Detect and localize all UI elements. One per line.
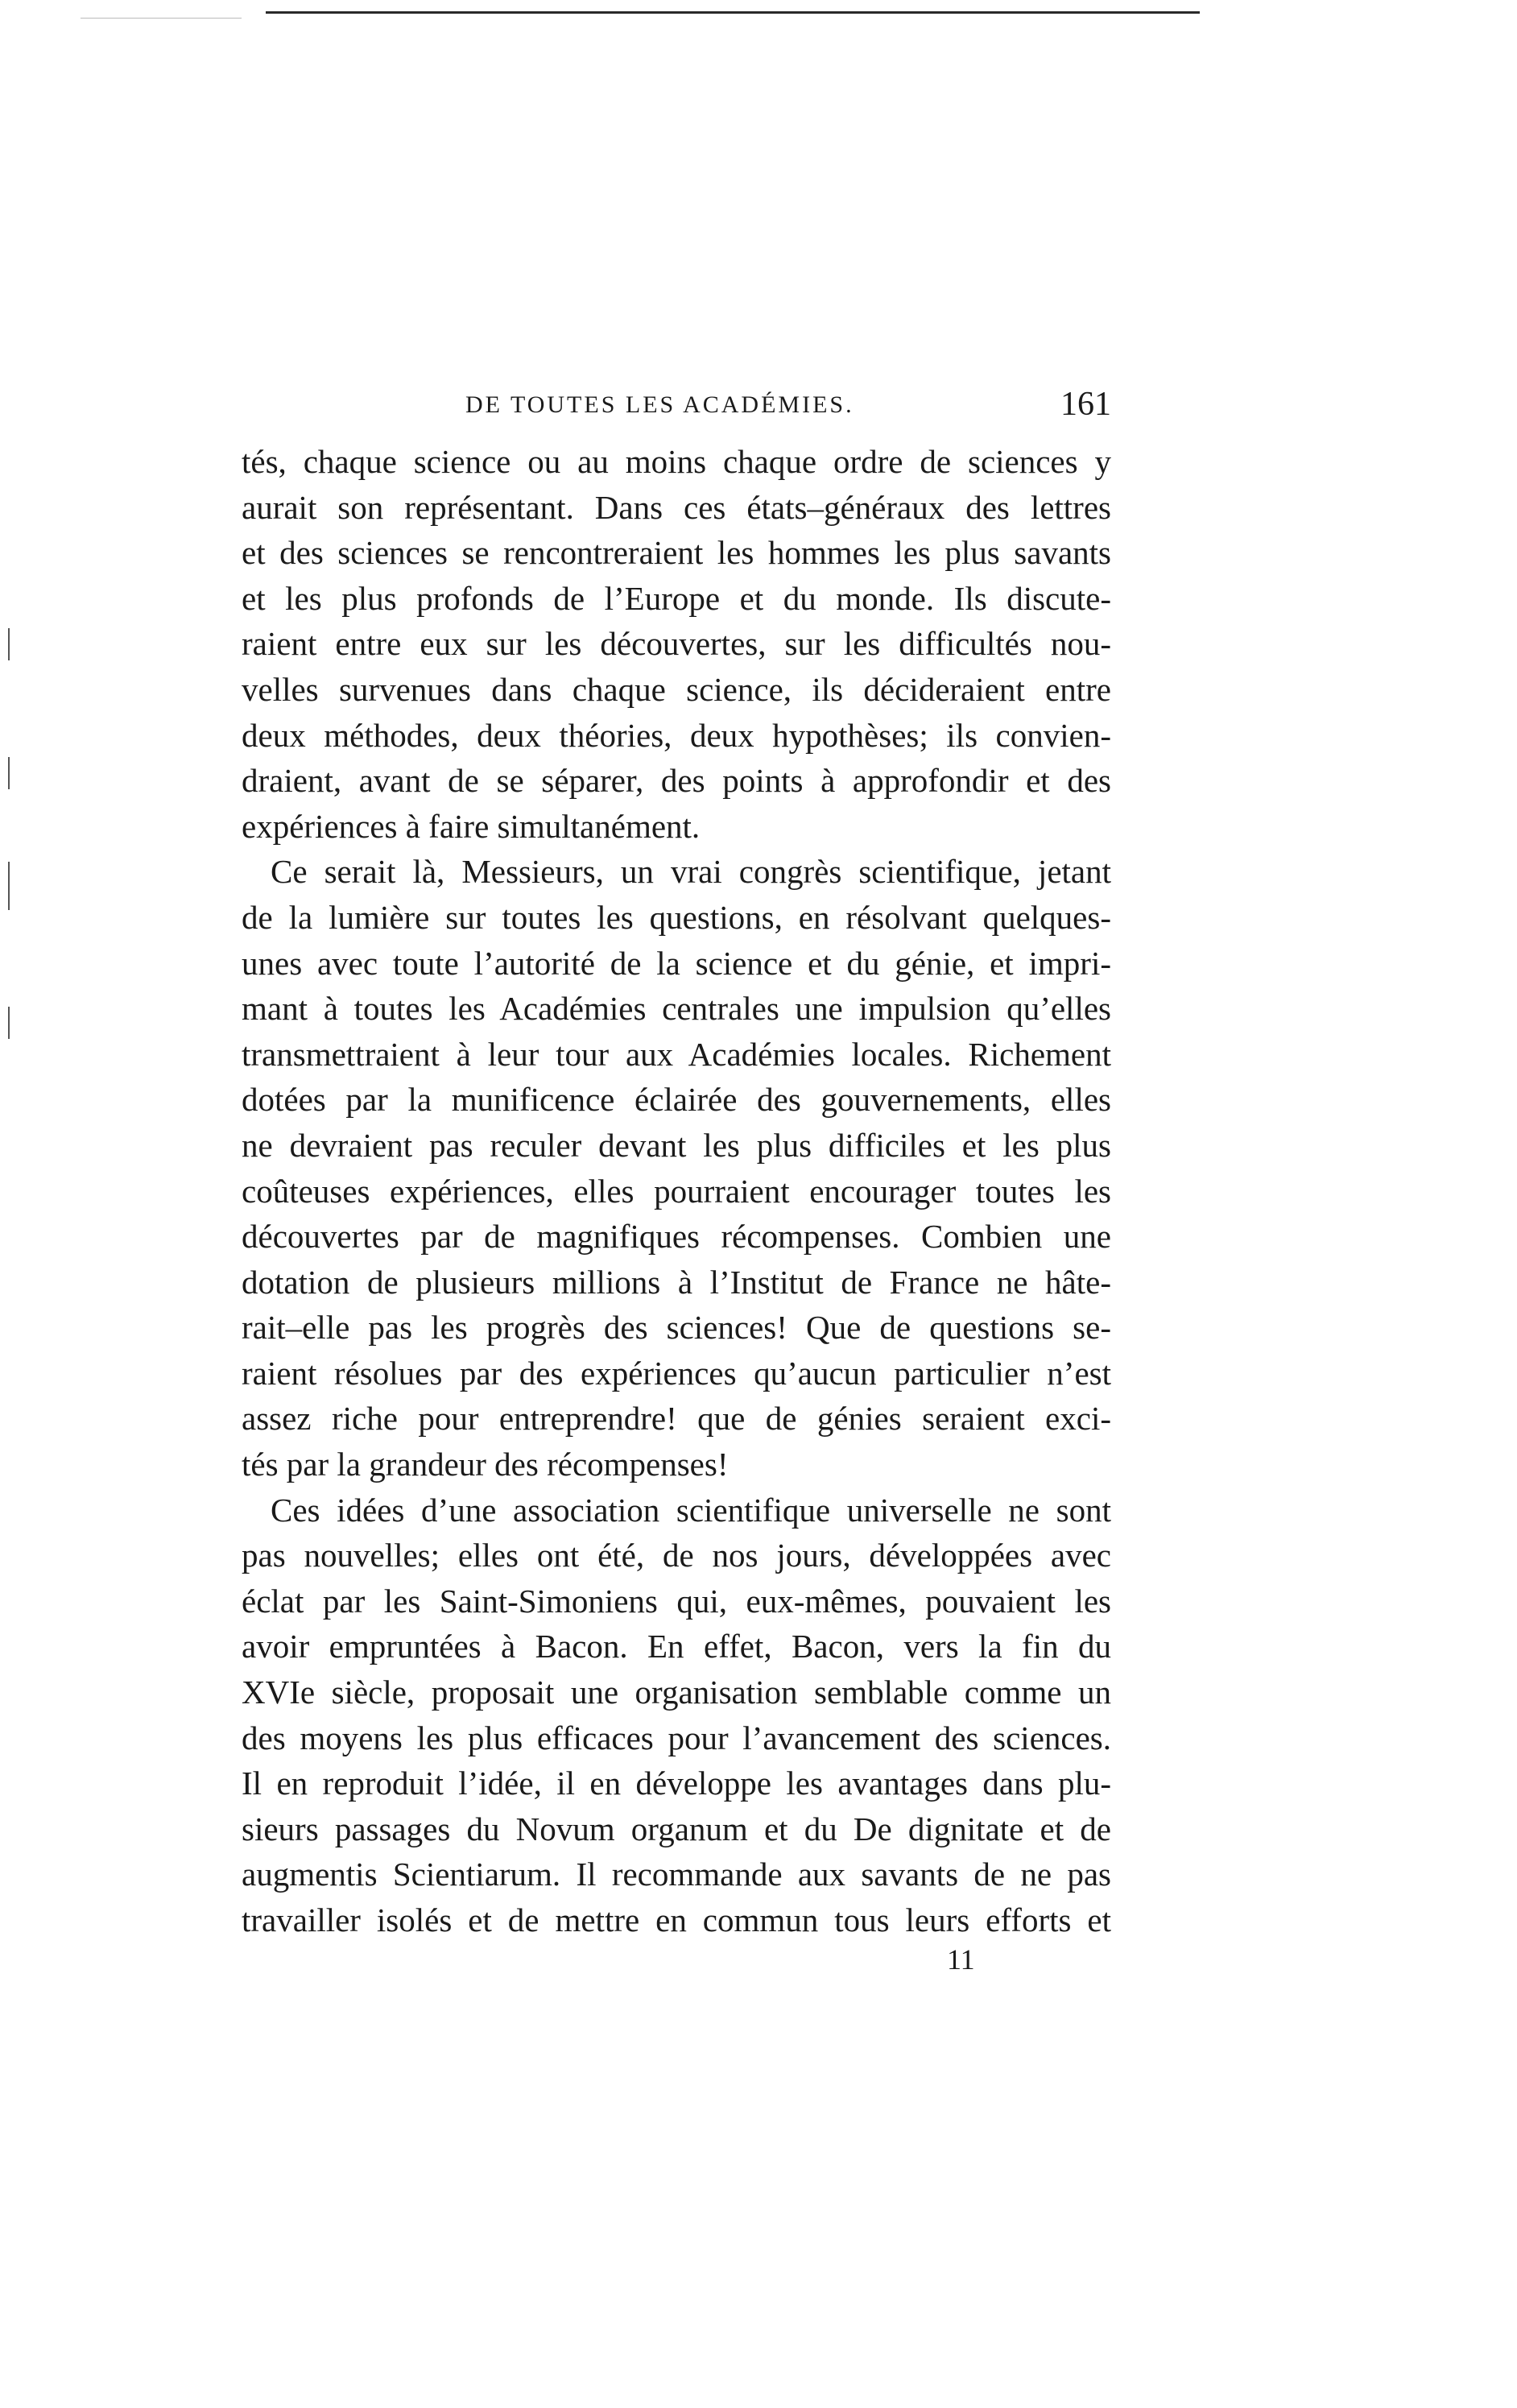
- text-line: découvertes par de magnifiques récompenses. Combien une: [242, 1218, 1111, 1256]
- text-line: ne devraient pas reculer devant les plus difficiles et les plus: [242, 1126, 1111, 1164]
- text-line: tés par la grandeur des récompenses!: [242, 1446, 729, 1483]
- scan-margin-mark: [8, 1007, 10, 1039]
- text-line: transmettraient à leur tour aux Académies locales. Richement: [242, 1035, 1111, 1073]
- scan-top-rule: [266, 11, 1200, 14]
- scan-faint-rule: [81, 18, 242, 19]
- text-line: et des sciences se rencontreraient les hommes les plus savants: [242, 534, 1111, 572]
- scan-margin-mark: [8, 757, 10, 789]
- text-line: pas nouvelles; elles ont été, de nos jours, développées avec: [242, 1537, 1111, 1574]
- text-line: Ces idées d’une association scientifique universelle ne sont: [271, 1491, 1111, 1529]
- page-header: [242, 386, 1111, 432]
- text-line: draient, avant de se séparer, des points à approfondir et des: [242, 762, 1111, 800]
- running-head: DE TOUTES LES ACADÉMIES.: [465, 391, 854, 418]
- text-line: sieurs passages du Novum organum et du De dignitate et de: [242, 1810, 1111, 1847]
- body-text: [242, 439, 1111, 1943]
- text-line: et les plus profonds de l’Europe et du monde. Ils discute-: [242, 579, 1111, 617]
- text-line: unes avec toute l’autorité de la science et du génie, et impri-: [242, 944, 1111, 982]
- text-line: coûteuses expériences, elles pourraient encourager toutes les: [242, 1172, 1111, 1210]
- text-line: raient entre eux sur les découvertes, sur les difficultés nou-: [242, 625, 1111, 663]
- text-line: des moyens les plus efficaces pour l’avancement des sciences.: [242, 1719, 1111, 1756]
- text-line: deux méthodes, deux théories, deux hypothèses; ils convien-: [242, 716, 1111, 754]
- text-line: expériences à faire simultanément.: [242, 807, 701, 845]
- text-line: mant à toutes les Académies centrales une impulsion qu’elles: [242, 990, 1111, 1028]
- text-line: raient résolues par des expériences qu’aucun particulier n’est: [242, 1354, 1111, 1392]
- text-line: aurait son représentant. Dans ces états–généraux des lettres: [242, 488, 1111, 526]
- text-line: éclat par les Saint-Simoniens qui, eux-mêmes, pouvaient les: [242, 1582, 1111, 1620]
- text-line: assez riche pour entreprendre! que de génies seraient exci-: [242, 1400, 1111, 1438]
- text-line: Ce serait là, Messieurs, un vrai congrès scientifique, jetant: [271, 853, 1111, 891]
- text-line: de la lumière sur toutes les questions, en résolvant quelques-: [242, 898, 1111, 936]
- text-line: tés, chaque science ou au moins chaque ordre de sciences y: [242, 443, 1111, 480]
- scan-margin-mark: [8, 862, 10, 910]
- page-number: 161: [1060, 386, 1111, 423]
- scan-margin-mark: [8, 628, 10, 660]
- text-line: velles survenues dans chaque science, ils décideraient entre: [242, 670, 1111, 708]
- text-line: dotées par la munificence éclairée des gouvernements, elles: [242, 1081, 1111, 1119]
- text-line: Il en reproduit l’idée, il en développe les avantages dans plu-: [242, 1765, 1111, 1802]
- text-line: travailler isolés et de mettre en commun tous leurs efforts et: [242, 1901, 1111, 1938]
- text-line: dotation de plusieurs millions à l’Institut de France ne hâte-: [242, 1263, 1111, 1301]
- text-line: avoir empruntées à Bacon. En effet, Bacon, vers la fin du: [242, 1628, 1111, 1665]
- text-line: XVIe siècle, proposait une organisation semblable comme un: [242, 1674, 1111, 1711]
- text-line: rait–elle pas les progrès des sciences! Que de questions se-: [242, 1309, 1111, 1347]
- signature-mark: 11: [947, 1943, 975, 1976]
- text-line: augmentis Scientiarum. Il recommande aux savants de ne pas: [242, 1856, 1111, 1893]
